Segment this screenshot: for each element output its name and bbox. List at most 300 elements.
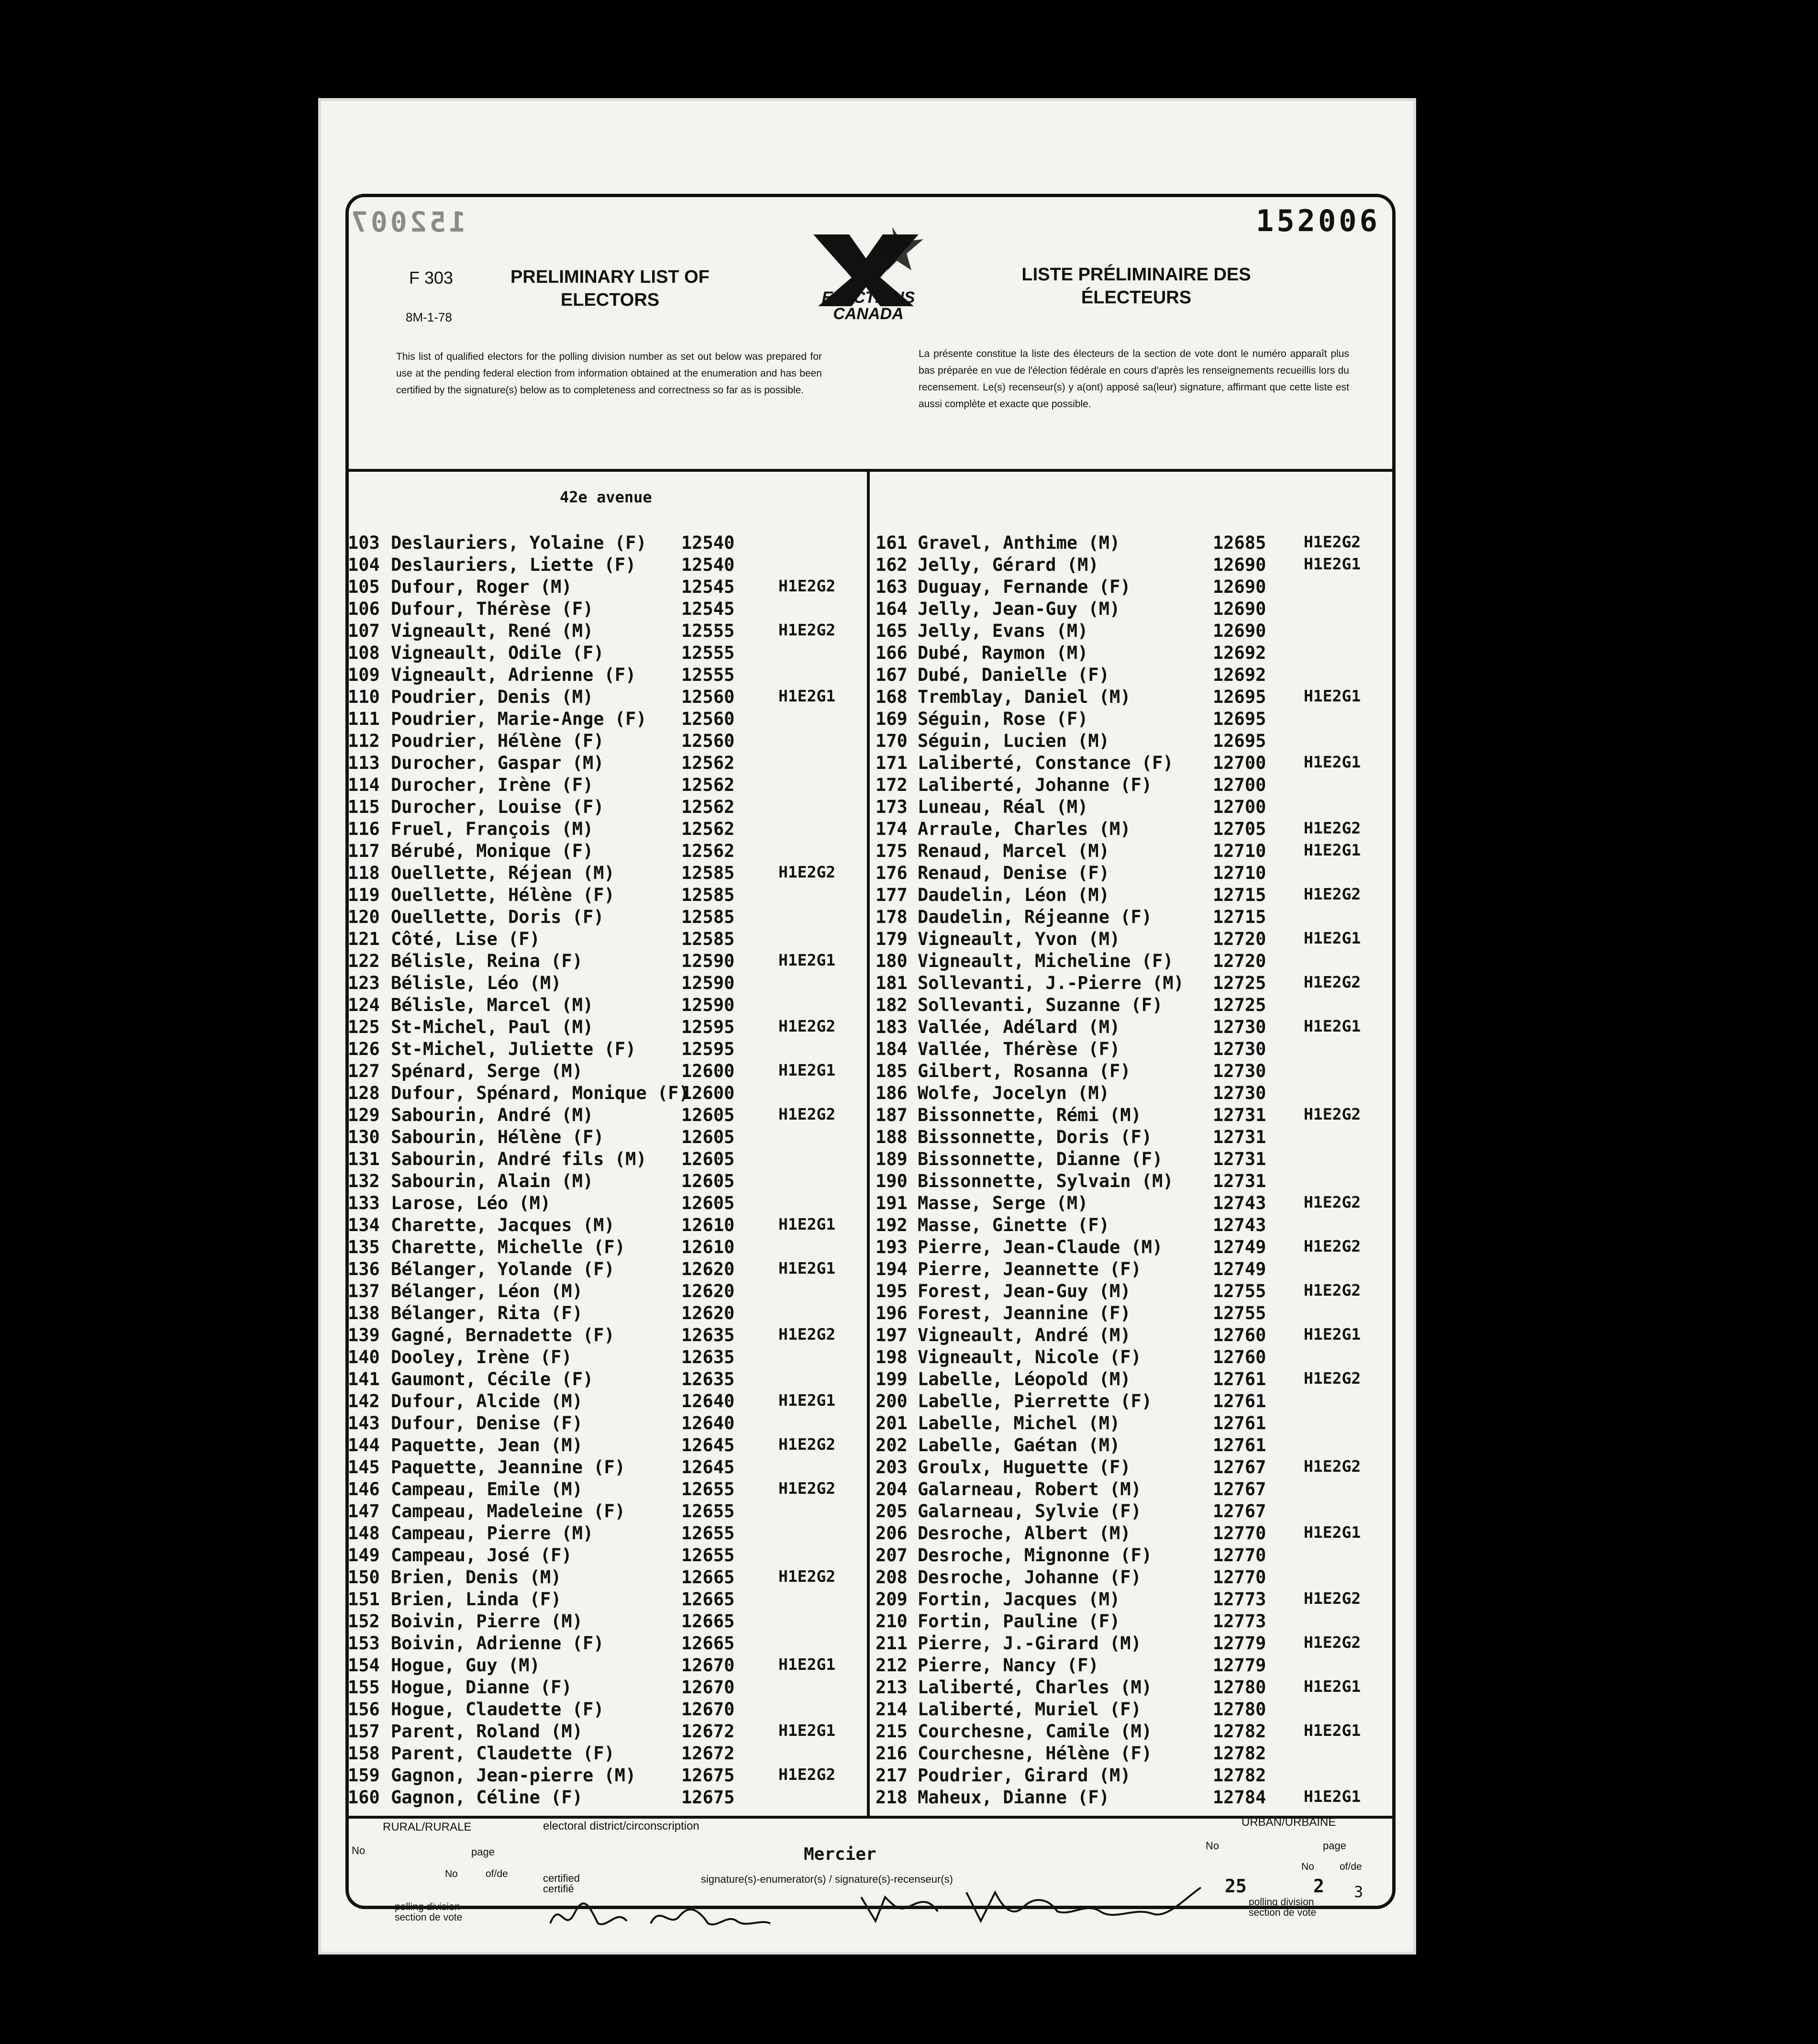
elector-number: 165 (876, 621, 908, 641)
elector-row (348, 1655, 865, 1677)
elector-number: 110 (348, 687, 380, 707)
elector-row (348, 775, 865, 797)
elector-poll-code: 12730 (1213, 1039, 1266, 1059)
elector-name: Poudrier, Denis (M) (391, 687, 594, 707)
elector-name: Galarneau, Sylvie (F) (918, 1501, 1142, 1522)
elector-name: Boivin, Pierre (M) (391, 1611, 583, 1632)
elector-poll-code: 12715 (1213, 907, 1266, 927)
elector-number: 112 (348, 731, 380, 751)
elector-row (348, 753, 865, 775)
elector-name: Brien, Denis (M) (391, 1567, 562, 1588)
elector-postal-code: H1E2G2 (1304, 1237, 1361, 1255)
elector-postal-code: H1E2G1 (1304, 1787, 1361, 1806)
elector-number: 178 (876, 907, 908, 927)
elector-row (876, 1765, 1392, 1787)
elector-postal-code: H1E2G2 (1304, 819, 1361, 837)
elector-poll-code: 12605 (681, 1171, 735, 1191)
elector-poll-code: 12605 (681, 1105, 735, 1125)
elector-name: Bissonnette, Sylvain (M) (918, 1171, 1174, 1191)
elector-number: 196 (876, 1303, 908, 1323)
elector-poll-code: 12610 (681, 1215, 735, 1235)
elector-poll-code: 12770 (1213, 1523, 1266, 1544)
elector-row (876, 1105, 1392, 1127)
elector-number: 129 (348, 1105, 380, 1125)
elector-name: Ouellette, Hélène (F) (391, 885, 615, 905)
elector-number: 184 (876, 1039, 908, 1059)
elector-name: Sabourin, Hélène (F) (391, 1127, 604, 1147)
elector-postal-code: H1E2G1 (1304, 929, 1361, 947)
elector-row (876, 1743, 1392, 1765)
elector-name: Labelle, Gaétan (M) (918, 1435, 1120, 1455)
elector-name: Vigneault, Yvon (M) (918, 929, 1120, 949)
polling-division-en: polling division (395, 1901, 460, 1912)
elector-name: Bissonnette, Rémi (M) (918, 1105, 1142, 1125)
elector-poll-code: 12749 (1213, 1259, 1266, 1279)
elector-name: Séguin, Lucien (M) (918, 731, 1109, 751)
elector-number: 125 (348, 1017, 380, 1037)
elector-poll-code: 12695 (1213, 731, 1266, 751)
elector-poll-code: 12555 (681, 665, 735, 685)
elector-name: Forest, Jean-Guy (M) (918, 1281, 1131, 1301)
elector-name: Vigneault, André (M) (918, 1325, 1131, 1345)
elector-poll-code: 12665 (681, 1633, 735, 1654)
elector-name: Bissonnette, Doris (F) (918, 1127, 1153, 1147)
elector-row (348, 1765, 865, 1787)
elector-name: Fruel, François (M) (391, 819, 594, 839)
elector-name: Bissonnette, Dianne (F) (918, 1149, 1163, 1169)
elector-name: Brien, Linda (F) (391, 1589, 562, 1610)
elector-row (348, 1435, 865, 1457)
elector-row (348, 1369, 865, 1391)
elector-poll-code: 12562 (681, 775, 735, 795)
elector-number: 137 (348, 1281, 380, 1301)
elector-row (348, 1787, 865, 1809)
elector-name: Desroche, Mignonne (F) (918, 1545, 1153, 1566)
elector-number: 158 (348, 1743, 380, 1764)
elector-number: 201 (876, 1413, 908, 1433)
elector-name: Laliberté, Muriel (F) (918, 1699, 1142, 1720)
elector-postal-code: H1E2G2 (1304, 1369, 1361, 1388)
elector-number: 138 (348, 1303, 380, 1323)
elector-name: Sabourin, André (M) (391, 1105, 594, 1125)
certified-label-en: certified (543, 1872, 580, 1884)
elector-poll-code: 12540 (681, 533, 735, 553)
elector-row (348, 951, 865, 973)
elector-name: Arraule, Charles (M) (918, 819, 1131, 839)
elector-name: Sollevanti, J.-Pierre (M) (918, 973, 1184, 993)
elector-name: Larose, Léo (M) (391, 1193, 551, 1213)
elector-poll-code: 12640 (681, 1391, 735, 1411)
elector-row (348, 1567, 865, 1589)
elector-number: 160 (348, 1787, 380, 1808)
elector-poll-code: 12731 (1213, 1105, 1266, 1125)
rural-no-label: No (352, 1844, 366, 1856)
elector-row (876, 1435, 1392, 1457)
electors-right-column (876, 533, 1392, 1809)
elector-number: 107 (348, 621, 380, 641)
elector-number: 217 (876, 1765, 908, 1786)
elector-row (348, 1325, 865, 1347)
elector-number: 157 (348, 1721, 380, 1742)
elector-number: 127 (348, 1061, 380, 1081)
elector-row (348, 797, 865, 819)
elector-row (876, 1589, 1392, 1611)
elector-number: 166 (876, 643, 908, 663)
elector-postal-code: H1E2G1 (1304, 687, 1361, 705)
elector-postal-code: H1E2G2 (1304, 1589, 1361, 1608)
elector-number: 215 (876, 1721, 908, 1742)
elector-row (348, 731, 865, 753)
elector-name: Dooley, Irène (F) (391, 1347, 572, 1367)
divider-top (345, 469, 1396, 472)
elector-poll-code: 12620 (681, 1303, 735, 1323)
elector-row (348, 1457, 865, 1479)
elector-poll-code: 12585 (681, 907, 735, 927)
elector-name: Laliberté, Johanne (F) (918, 775, 1153, 795)
elector-row (876, 643, 1392, 665)
elector-number: 187 (876, 1105, 908, 1125)
elector-name: Bélanger, Léon (M) (391, 1281, 583, 1301)
logo-line1: ELECTIONS (821, 289, 915, 307)
elector-number: 146 (348, 1479, 380, 1500)
elector-number: 136 (348, 1259, 380, 1279)
elector-row (876, 819, 1392, 841)
elector-number: 181 (876, 973, 908, 993)
elector-number: 170 (876, 731, 908, 751)
elector-name: St-Michel, Juliette (F) (391, 1039, 636, 1059)
elector-row (348, 1721, 865, 1743)
elector-row (348, 709, 865, 731)
elector-poll-code: 12770 (1213, 1545, 1266, 1566)
elector-number: 149 (348, 1545, 380, 1566)
elector-postal-code: H1E2G2 (778, 1479, 836, 1498)
elector-row (876, 929, 1392, 951)
elector-name: Pierre, Jeannette (F) (918, 1259, 1142, 1279)
elector-poll-code: 12655 (681, 1501, 735, 1522)
elector-row (876, 1149, 1392, 1171)
elector-row (348, 885, 865, 907)
elector-name: Daudelin, Réjeanne (F) (918, 907, 1153, 927)
elector-number: 134 (348, 1215, 380, 1235)
elector-row (348, 1677, 865, 1699)
elector-postal-code: H1E2G1 (778, 1259, 836, 1278)
elector-poll-code: 12665 (681, 1611, 735, 1632)
elector-number: 212 (876, 1655, 908, 1676)
elector-row (348, 1017, 865, 1039)
elector-row (348, 1105, 865, 1127)
elector-row (876, 1215, 1392, 1237)
elector-row (876, 1281, 1392, 1303)
elector-row (348, 863, 865, 885)
elector-postal-code: H1E2G2 (1304, 1457, 1361, 1476)
elector-name: Bérubé, Monique (F) (391, 841, 594, 861)
elector-name: Bélisle, Marcel (M) (391, 995, 594, 1015)
polling-division-en-urban: polling division (1249, 1897, 1314, 1908)
elector-poll-code: 12695 (1213, 709, 1266, 729)
elector-row (876, 907, 1392, 929)
elector-name: Jelly, Jean-Guy (M) (918, 599, 1120, 619)
elector-postal-code: H1E2G1 (1304, 555, 1361, 573)
urban-page-label: page (1323, 1840, 1346, 1852)
elector-poll-code: 12760 (1213, 1347, 1266, 1367)
elector-row (348, 1589, 865, 1611)
elector-postal-code: H1E2G1 (778, 1391, 836, 1410)
elector-number: 122 (348, 951, 380, 971)
elector-name: Durocher, Gaspar (M) (391, 753, 604, 773)
elector-name: Hogue, Claudette (F) (391, 1699, 604, 1720)
serial-number: 152006 (1256, 203, 1380, 238)
elector-poll-code: 12700 (1213, 753, 1266, 773)
elector-number: 182 (876, 995, 908, 1015)
elector-row (348, 577, 865, 599)
elector-postal-code: H1E2G1 (1304, 1017, 1361, 1035)
elector-postal-code: H1E2G2 (1304, 973, 1361, 991)
elector-name: Renaud, Marcel (M) (918, 841, 1109, 861)
elector-row (348, 1347, 865, 1369)
elector-number: 198 (876, 1347, 908, 1367)
elector-name: Campeau, Emile (M) (391, 1479, 583, 1500)
elector-number: 133 (348, 1193, 380, 1213)
rural-page-label: page (471, 1846, 495, 1858)
elector-name: Vallée, Adélard (M) (918, 1017, 1120, 1037)
elector-poll-code: 12767 (1213, 1479, 1266, 1500)
elector-row (876, 775, 1392, 797)
elector-name: Charette, Jacques (M) (391, 1215, 615, 1235)
elector-number: 148 (348, 1523, 380, 1544)
elector-poll-code: 12590 (681, 951, 735, 971)
certified-label (543, 1873, 580, 1894)
elector-row (348, 1127, 865, 1149)
title-english-line1: PRELIMINARY LIST OF (510, 267, 709, 287)
elector-row (348, 819, 865, 841)
elector-name: Deslauriers, Liette (F) (391, 555, 636, 575)
elector-row (876, 1127, 1392, 1149)
elector-number: 174 (876, 819, 908, 839)
elector-name: Dufour, Thérèse (F) (391, 599, 594, 619)
elector-number: 164 (876, 599, 908, 619)
elector-number: 147 (348, 1501, 380, 1522)
elector-name: Parent, Roland (M) (391, 1721, 583, 1742)
elector-row (876, 1237, 1392, 1259)
signature-label: signature(s)-enumerator(s) / signature(s)-recenseur(s) (701, 1873, 953, 1885)
elector-name: Campeau, Pierre (M) (391, 1523, 594, 1544)
elector-row (876, 621, 1392, 643)
elector-postal-code: H1E2G1 (778, 1061, 836, 1079)
elector-poll-code: 12690 (1213, 621, 1266, 641)
elector-number: 211 (876, 1633, 908, 1654)
elector-postal-code: H1E2G1 (778, 687, 836, 705)
elector-name: Bélisle, Léo (M) (391, 973, 562, 993)
elector-postal-code: H1E2G1 (1304, 1523, 1361, 1542)
elector-number: 209 (876, 1589, 908, 1610)
elector-poll-code: 12585 (681, 929, 735, 949)
elector-name: Courchesne, Hélène (F) (918, 1743, 1153, 1764)
elector-row (348, 599, 865, 621)
elector-name: Wolfe, Jocelyn (M) (918, 1083, 1109, 1103)
elector-name: Pierre, J.-Girard (M) (918, 1633, 1142, 1654)
elector-row (348, 1259, 865, 1281)
elector-poll-code: 12730 (1213, 1083, 1266, 1103)
elector-number: 106 (348, 599, 380, 619)
elector-postal-code: H1E2G2 (778, 1325, 836, 1344)
street-name: 42e avenue (560, 488, 652, 506)
elector-row (876, 973, 1392, 995)
elector-row (348, 1171, 865, 1193)
elector-poll-code: 12700 (1213, 775, 1266, 795)
elector-number: 208 (876, 1567, 908, 1588)
elector-name: Gagnon, Jean-pierre (M) (391, 1765, 636, 1786)
elector-poll-code: 12600 (681, 1083, 735, 1103)
elector-row (876, 665, 1392, 687)
elector-row (348, 1237, 865, 1259)
urban-label: URBAN/URBAINE (1242, 1816, 1336, 1829)
elector-number: 131 (348, 1149, 380, 1169)
elector-number: 183 (876, 1017, 908, 1037)
enumerator-signature-1 (545, 1895, 799, 1938)
title-french (1002, 263, 1270, 309)
elector-number: 114 (348, 775, 380, 795)
elector-number: 192 (876, 1215, 908, 1235)
divider-bottom (345, 1816, 1396, 1819)
elector-postal-code: H1E2G1 (1304, 1677, 1361, 1696)
elector-name: Hogue, Dianne (F) (391, 1677, 572, 1698)
polling-division-number: 25 (1225, 1876, 1247, 1897)
intro-french: La présente constitue la liste des électeurs de la section de vote dont le numéro apparaît plus bas préparée en vue de l'élection fédérale en cours d'après les renseignements recueillis lors du recensement. Le(s) recenseur(s) y a(ont) apposé sa(leur) signature, affirmant que cette liste est aussi complète et exacte que possible. (919, 348, 1349, 410)
elector-postal-code: H1E2G1 (778, 1215, 836, 1233)
elector-name: Vigneault, Adrienne (F) (391, 665, 636, 685)
elector-row (348, 643, 865, 665)
elector-name: Séguin, Rose (F) (918, 709, 1088, 729)
elector-name: Bélanger, Rita (F) (391, 1303, 583, 1323)
elector-name: Paquette, Jeannine (F) (391, 1457, 626, 1477)
elector-number: 163 (876, 577, 908, 597)
elector-name: Desroche, Albert (M) (918, 1523, 1131, 1544)
elector-row (876, 1017, 1392, 1039)
elector-row (876, 577, 1392, 599)
elector-poll-code: 12620 (681, 1281, 735, 1301)
page-number: 2 (1313, 1876, 1324, 1897)
elector-poll-code: 12560 (681, 709, 735, 729)
elector-poll-code: 12670 (681, 1655, 735, 1676)
elector-poll-code: 12635 (681, 1369, 735, 1389)
elector-name: Dufour, Spénard, Monique (F) (391, 1083, 689, 1103)
elector-number: 199 (876, 1369, 908, 1389)
elector-row (348, 929, 865, 951)
elector-poll-code: 12767 (1213, 1501, 1266, 1522)
elector-row (876, 1061, 1392, 1083)
elector-row (876, 1457, 1392, 1479)
elector-number: 200 (876, 1391, 908, 1411)
elector-number: 171 (876, 753, 908, 773)
elector-poll-code: 12655 (681, 1479, 735, 1500)
elector-row (348, 1215, 865, 1237)
rural-page-no-label: No (445, 1868, 458, 1879)
elector-poll-code: 12730 (1213, 1061, 1266, 1081)
elector-name: Poudrier, Hélène (F) (391, 731, 604, 751)
urban-no-label: No (1206, 1840, 1219, 1852)
elector-row (876, 1413, 1392, 1435)
elector-poll-code: 12780 (1213, 1677, 1266, 1698)
urban-page-no-label: No (1301, 1861, 1314, 1872)
elector-name: Durocher, Irène (F) (391, 775, 594, 795)
elector-row (876, 1699, 1392, 1721)
elector-row (876, 555, 1392, 577)
elector-row (348, 1039, 865, 1061)
elector-name: Bélanger, Yolande (F) (391, 1259, 615, 1279)
elector-number: 141 (348, 1369, 380, 1389)
elector-row (348, 1413, 865, 1435)
elector-poll-code: 12590 (681, 995, 735, 1015)
elector-poll-code: 12773 (1213, 1611, 1266, 1632)
elector-poll-code: 12784 (1213, 1787, 1266, 1808)
elector-poll-code: 12761 (1213, 1369, 1266, 1389)
elector-row (876, 1259, 1392, 1281)
elector-row (876, 1655, 1392, 1677)
divider-middle (867, 470, 870, 1817)
elector-number: 130 (348, 1127, 380, 1147)
elector-poll-code: 12760 (1213, 1325, 1266, 1345)
elector-poll-code: 12672 (681, 1721, 735, 1742)
elector-poll-code: 12595 (681, 1039, 735, 1059)
elector-row (348, 973, 865, 995)
elector-poll-code: 12710 (1213, 841, 1266, 861)
elector-number: 186 (876, 1083, 908, 1103)
elector-name: Vigneault, René (M) (391, 621, 594, 641)
elector-poll-code: 12635 (681, 1347, 735, 1367)
elector-number: 128 (348, 1083, 380, 1103)
elector-poll-code: 12685 (1213, 533, 1266, 553)
elector-row (876, 1083, 1392, 1105)
elector-name: Campeau, José (F) (391, 1545, 572, 1566)
elector-poll-code: 12755 (1213, 1303, 1266, 1323)
elector-number: 152 (348, 1611, 380, 1632)
elector-name: Spénard, Serge (M) (391, 1061, 583, 1081)
elector-row (876, 841, 1392, 863)
elector-name: Galarneau, Robert (M) (918, 1479, 1142, 1500)
elector-row (876, 1303, 1392, 1325)
elector-postal-code: H1E2G2 (778, 577, 836, 595)
elector-name: Campeau, Madeleine (F) (391, 1501, 626, 1522)
elector-number: 151 (348, 1589, 380, 1610)
elector-number: 179 (876, 929, 908, 949)
elector-name: Labelle, Michel (M) (918, 1413, 1120, 1433)
rural-label: RURAL/RURALE (383, 1821, 472, 1833)
elector-postal-code: H1E2G2 (1304, 1633, 1361, 1652)
elector-poll-code: 12655 (681, 1545, 735, 1566)
elector-row (348, 1061, 865, 1083)
elector-row (348, 1193, 865, 1215)
elector-row (876, 1347, 1392, 1369)
elector-row (876, 1633, 1392, 1655)
elector-postal-code: H1E2G1 (1304, 1325, 1361, 1344)
elector-number: 135 (348, 1237, 380, 1257)
elector-name: Gagné, Bernadette (F) (391, 1325, 615, 1345)
elector-name: Groulx, Huguette (F) (918, 1457, 1131, 1477)
elector-name: Daudelin, Léon (M) (918, 885, 1109, 905)
elector-row (348, 1149, 865, 1171)
elector-row (876, 863, 1392, 885)
elector-row (348, 995, 865, 1017)
elector-poll-code: 12670 (681, 1677, 735, 1698)
title-french-line1: LISTE PRÉLIMINAIRE DES (1021, 265, 1251, 285)
elector-poll-code: 12690 (1213, 555, 1266, 575)
electoral-district: Mercier (804, 1844, 876, 1864)
elector-name: Sabourin, Alain (M) (391, 1171, 594, 1191)
elector-name: Dufour, Roger (M) (391, 577, 572, 597)
elector-name: Sollevanti, Suzanne (F) (918, 995, 1163, 1015)
elector-name: Ouellette, Réjean (M) (391, 863, 615, 883)
electors-left-column (348, 533, 865, 1809)
